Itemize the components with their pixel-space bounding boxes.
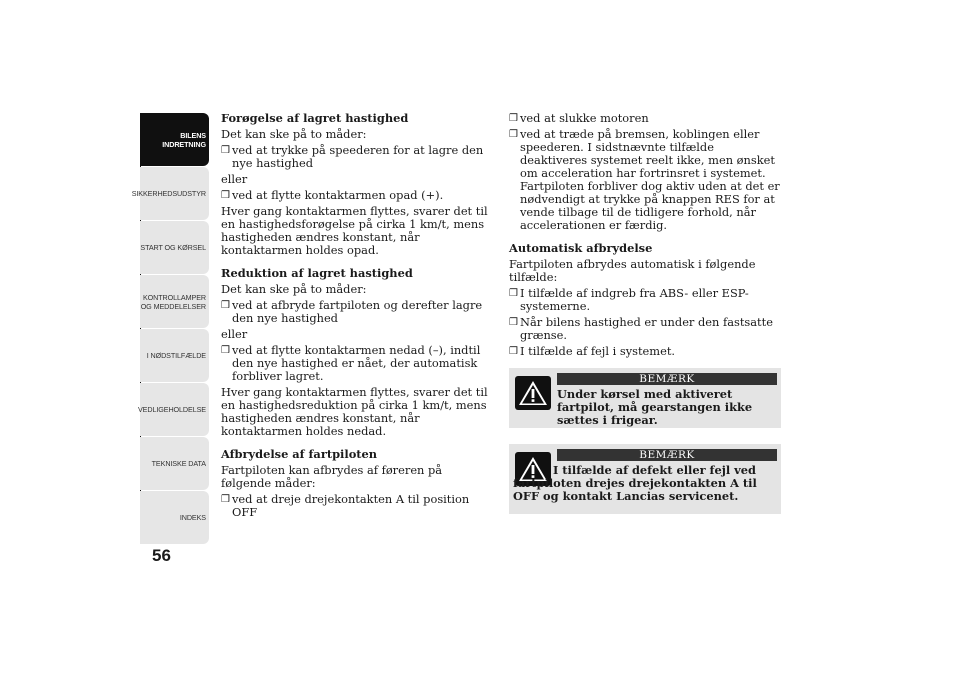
paragraph: Det kan ske på to måder: <box>221 282 367 296</box>
heading-reduce-speed: Reduktion af lagret hastighed <box>221 266 413 280</box>
checkbox-bullet-icon: ❒ <box>221 345 230 356</box>
paragraph: Fartpiloten afbrydes automatisk i følgende tilfælde: <box>509 257 756 284</box>
tab-tekniske-data[interactable]: TEKNISKE DATA <box>140 437 209 490</box>
tab-start-og-korsel[interactable]: START OG KØRSEL <box>140 221 209 274</box>
right-column <box>509 112 781 361</box>
note-box <box>509 368 781 428</box>
checkbox-bullet-icon: ❒ <box>509 113 518 124</box>
list-item-text: ved at træde på bremsen, koblingen eller speederen. I sidstnævnte tilfælde deaktiveres systemet reelt ikke, men ønsket om acceleration har fortrinsret i systemet. Fartpiloten forbliver dog aktiv uden at det er nødvendigt at trykke på knappen RES for at vende tilbage til de tidligere forhold, når accelerationen er færdig. <box>520 127 780 232</box>
list-item <box>221 493 495 519</box>
list-item-text: ved at flytte kontaktarmen nedad (–), indtil den nye hastighed er nået, der automatisk forbliver lagret. <box>232 343 481 383</box>
paragraph: Det kan ske på to måder: <box>221 127 367 141</box>
note-text: I tilfælde af defekt eller fejl ved fartpiloten drejes drejekontakten A til OFF og kontakt Lancias servicenet. <box>513 463 757 503</box>
list-item-text: ved at trykke på speederen for at lagre den nye hastighed <box>232 143 484 170</box>
note-box <box>509 444 781 514</box>
list-item <box>221 189 495 202</box>
checkbox-bullet-icon: ❒ <box>509 317 518 328</box>
left-column <box>221 112 495 522</box>
heading-auto-disable: Automatisk afbrydelse <box>509 241 653 255</box>
tab-kontrollamper[interactable]: KONTROLLAMPER OG MEDDELELSER <box>140 275 209 328</box>
chapter-sidebar <box>131 113 209 545</box>
list-item <box>509 345 781 358</box>
heading-disable-cruise: Afbrydelse af fartpiloten <box>221 447 378 461</box>
list-item <box>221 144 495 170</box>
list-item <box>509 112 781 125</box>
list-item-text: ved at slukke motoren <box>520 111 649 125</box>
checkbox-bullet-icon: ❒ <box>221 300 230 311</box>
list-item-text: Når bilens hastighed er under den fastsatte grænse. <box>520 315 773 342</box>
tab-sikkerhedsudstyr[interactable]: SIKKERHEDSUDSTYR <box>140 167 209 220</box>
note-label: BEMÆRK <box>557 373 777 385</box>
checkbox-bullet-icon: ❒ <box>509 346 518 357</box>
paragraph: Hver gang kontaktarmen flyttes, svarer det til en hastighedsforøgelse på cirka 1 km/t, mens hastigheden ændres konstant, når kontaktarmen holdes opad. <box>221 204 488 257</box>
page-number: 56 <box>152 546 171 565</box>
list-item-text: ved at flytte kontaktarmen opad (+). <box>232 188 444 202</box>
checkbox-bullet-icon: ❒ <box>221 145 230 156</box>
paragraph: Fartpiloten kan afbrydes af føreren på følgende måder: <box>221 463 443 490</box>
note-label: BEMÆRK <box>557 449 777 461</box>
list-item <box>509 128 781 232</box>
tab-i-nodstilfaelde[interactable]: I NØDSTILFÆLDE <box>140 329 209 382</box>
paragraph: Hver gang kontaktarmen flyttes, svarer det til en hastighedsreduktion på cirka 1 km/t, mens hastigheden ændres konstant, når kontaktarmen holdes nedad. <box>221 385 488 438</box>
warning-triangle-icon <box>515 376 551 410</box>
list-item <box>221 299 495 325</box>
tab-indeks[interactable]: INDEKS <box>140 491 209 544</box>
paragraph: eller <box>221 172 248 186</box>
checkbox-bullet-icon: ❒ <box>221 494 230 505</box>
checkbox-bullet-icon: ❒ <box>221 190 230 201</box>
list-item <box>509 287 781 313</box>
list-item-text: I tilfælde af fejl i systemet. <box>520 344 676 358</box>
tab-bilens-indretning[interactable]: BILENS INDRETNING <box>140 113 209 166</box>
list-item-text: ved at dreje drejekontakten A til position OFF <box>232 492 470 519</box>
tab-vedligeholdelse[interactable]: VEDLIGEHOLDELSE <box>140 383 209 436</box>
checkbox-bullet-icon: ❒ <box>509 129 518 140</box>
note-text: Under kørsel med aktiveret fartpilot, må gearstangen ikke sættes i frigear. <box>557 387 753 427</box>
list-item-text: I tilfælde af indgreb fra ABS- eller ESP-systemerne. <box>520 286 749 313</box>
list-item <box>221 344 495 383</box>
paragraph: eller <box>221 327 248 341</box>
heading-increase-speed: Forøgelse af lagret hastighed <box>221 111 409 125</box>
list-item-text: ved at afbryde fartpiloten og derefter lagre den nye hastighed <box>232 298 483 325</box>
list-item <box>509 316 781 342</box>
checkbox-bullet-icon: ❒ <box>509 288 518 299</box>
